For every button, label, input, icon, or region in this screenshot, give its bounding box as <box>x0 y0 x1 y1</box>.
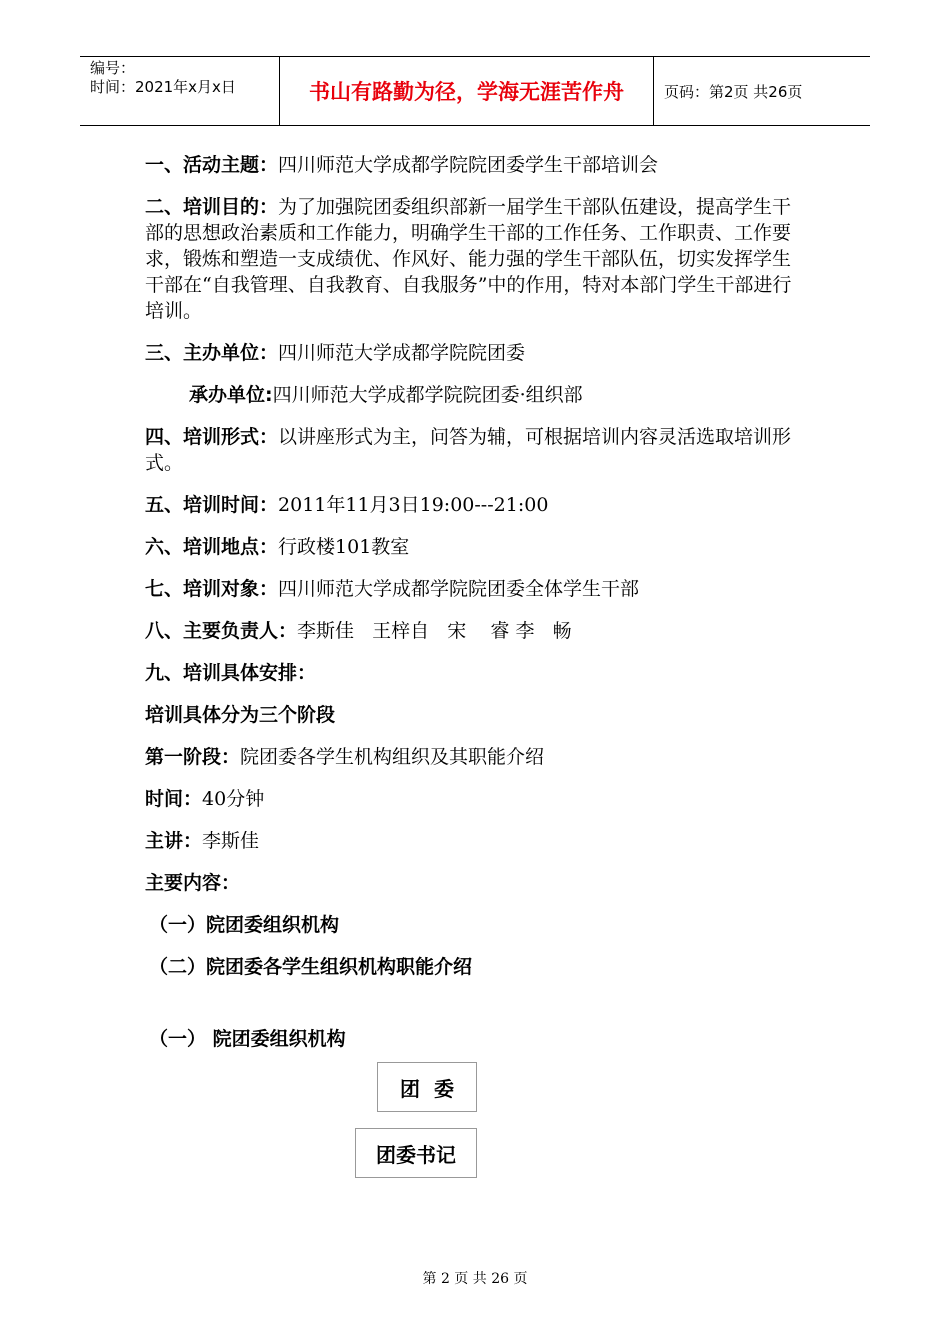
content-point-two: （二）院团委各学生组织机构职能介绍 <box>149 956 473 978</box>
page-footer: 第 2 页 共 26 页 <box>422 1271 528 1287</box>
item-audience: 七、培训对象：四川师范大学成都学院院团委全体学生干部 <box>145 578 640 600</box>
content-point-one: （一）院团委组织机构 <box>149 914 340 936</box>
header-motto-cell <box>280 57 654 125</box>
org-box-secretary: 团委书记 <box>355 1128 477 1178</box>
page-header <box>80 56 870 126</box>
item-arrangement: 九、培训具体安排： <box>145 662 317 684</box>
document-body <box>145 152 805 1068</box>
item-organizer: 三、主办单位：四川师范大学成都学院院团委 <box>145 342 526 364</box>
item-purpose: 二、培训目的：为了加强院团委组织部新一届学生干部队伍建设，提高学生干部的思想政治素质和工作能力，明确学生干部的工作任务、工作职责、工作要求，锻炼和塑造一支成绩优、作风好、能力强的学生干部队伍，切实发挥学生干部在“自我管理、自我教育、自我服务”中的作用，特对本部门学生干部进行培训。 <box>145 196 792 322</box>
item-main-content: 主要内容： <box>145 872 241 894</box>
item-stages: 培训具体分为三个阶段 <box>145 704 336 726</box>
item-speaker: 主讲：李斯佳 <box>145 830 260 852</box>
number-label: 编号： <box>90 59 136 77</box>
section-heading: （一） 院团委组织机构 <box>149 1028 346 1050</box>
item-time: 五、培训时间：2011年11月3日19:00---21:00 <box>145 494 549 516</box>
item-host: 承办单位:四川师范大学成都学院院团委·组织部 <box>189 384 583 406</box>
time-label: 时间：2021年x月x日 <box>90 78 236 96</box>
org-box-top: 团 委 <box>377 1062 477 1112</box>
item-stage-one: 第一阶段：院团委各学生机构组织及其职能介绍 <box>145 746 545 768</box>
item-duration: 时间：40分钟 <box>145 788 265 810</box>
header-motto: 书山有路勤为径，学海无涯苦作舟 <box>309 80 624 104</box>
header-page-label: 页码：第2页 共26页 <box>664 82 803 101</box>
item-location: 六、培训地点：行政楼101教室 <box>145 536 410 558</box>
item-theme: 一、活动主题：四川师范大学成都学院院团委学生干部培训会 <box>145 154 659 176</box>
item-format: 四、培训形式：以讲座形式为主，问答为辅，可根据培训内容灵活选取培训形式。 <box>145 426 792 474</box>
item-leaders: 八、主要负责人：李斯佳 王梓自 宋 睿 李 畅 <box>145 620 572 642</box>
header-meta <box>80 57 280 125</box>
